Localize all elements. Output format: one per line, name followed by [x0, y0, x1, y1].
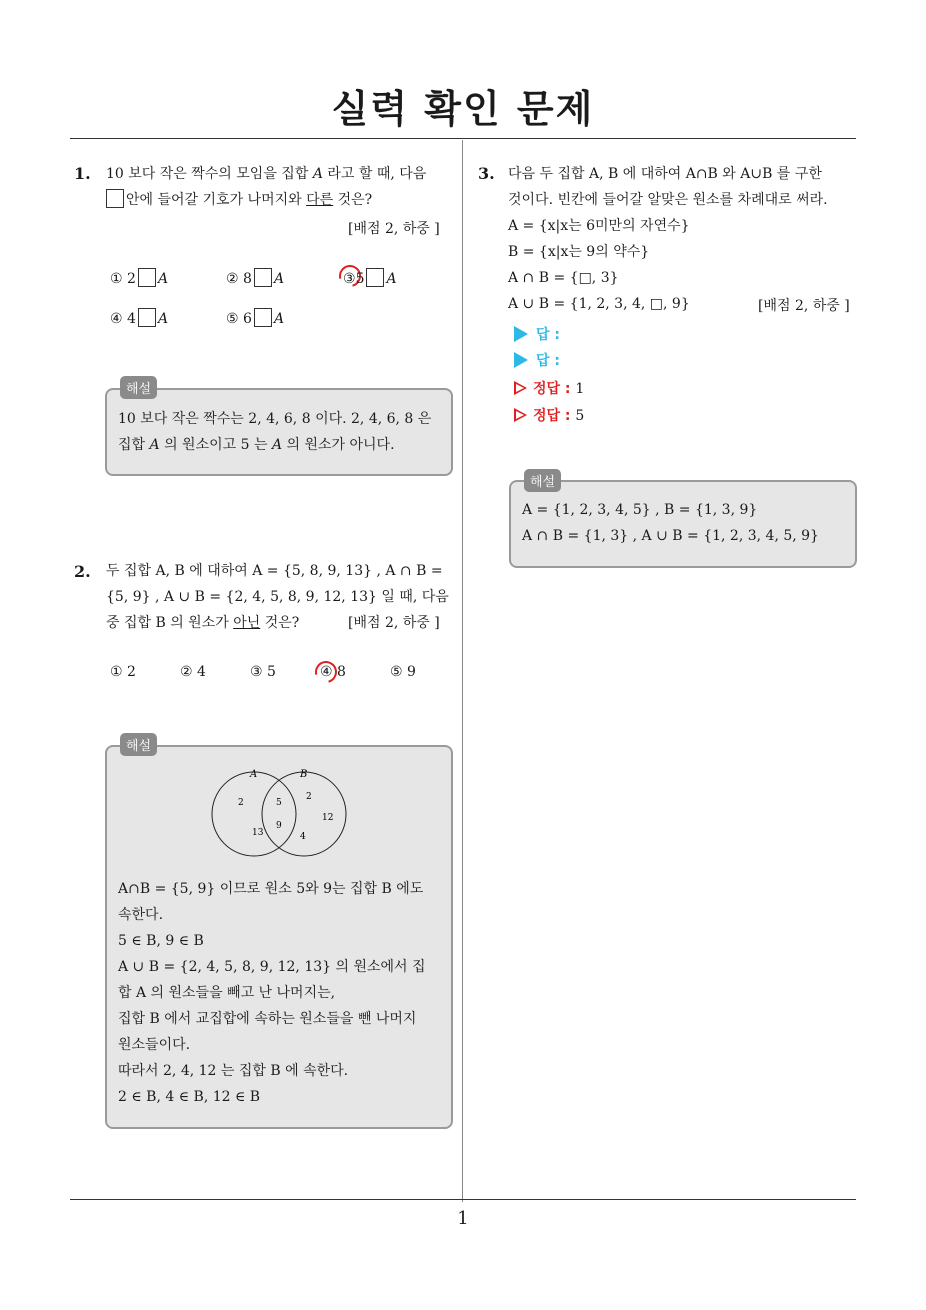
question-1-text: 10 보다 작은 짝수의 모임을 집합 A 라고 할 때, 다음 안에 들어갈 기호가 나머지와 다른 것은? [106, 166, 427, 208]
solution-tag: 해설 [120, 733, 157, 756]
correct-answer-2: 정답 : 5 [514, 405, 584, 425]
question-3-score: [배점 2, 하중 ] [758, 298, 850, 314]
q1-choice-3[interactable]: ③5 A [343, 268, 397, 287]
page-title: 실력 확인 문제 [331, 87, 595, 131]
question-2-number: 2. [74, 562, 91, 581]
correct-arrow-icon [514, 381, 527, 395]
question-2-score: [배점 2, 하중 ] [348, 615, 440, 631]
page-number: 1 [457, 1208, 469, 1229]
question-3-text: 다음 두 집합 A, B 에 대하여 A∩B 와 A∪B 를 구한 것이다. 빈칸에 들어갈 알맞은 원소를 차례대로 써라. A = {x|x는 6미만의 자연수} B = {x|x는 9의 약수} A ∩ B = {□, 3} A ∪ B = {1, 2, 3, 4, □, 9} [508, 166, 828, 312]
venn-value: 13 [252, 828, 264, 838]
column-divider [462, 140, 463, 1202]
venn-value: 5 [276, 798, 282, 808]
question-3-solution-text: A = {1, 2, 3, 4, 5} , B = {1, 3, 9} A ∩ B = {1, 3} , A ∪ B = {1, 2, 3, 4, 5, 9} [522, 502, 819, 544]
q2-choice-3[interactable]: ③ 5 [250, 664, 276, 680]
q1-choice-4[interactable]: ④ 4 A [110, 308, 168, 327]
venn-diagram [200, 762, 360, 862]
q2-choice-2[interactable]: ② 4 [180, 664, 206, 680]
question-1-score: [배점 2, 하중 ] [348, 221, 440, 237]
q2-choice-1[interactable]: ① 2 [110, 664, 136, 680]
q1-choice-1[interactable]: ① 2 A [110, 268, 168, 287]
q1-choice-5[interactable]: ⑤ 6 A [226, 308, 284, 327]
q1-choice-2[interactable]: ② 8 A [226, 268, 284, 287]
answer-arrow-icon [514, 352, 528, 368]
venn-value: 4 [300, 832, 306, 842]
question-1-number: 1. [74, 164, 91, 183]
top-rule [70, 138, 856, 139]
q2-choice-5[interactable]: ⑤ 9 [390, 664, 416, 680]
correct-arrow-icon [514, 408, 527, 422]
solution-tag: 해설 [524, 469, 561, 492]
q2-choice-4[interactable]: ④ 8 [320, 664, 346, 680]
venn-value: 2 [238, 798, 244, 808]
answer-arrow-icon [514, 326, 528, 342]
venn-circle-a [212, 772, 296, 856]
venn-value: 2 [306, 792, 312, 802]
question-2-text: 두 집합 A, B 에 대하여 A = {5, 8, 9, 13} , A ∩ B = {5, 9} , A ∪ B = {2, 4, 5, 8, 9, 12, 13} 일 때, 다음 중 집합 B 의 원소가 아닌 것은? [106, 563, 449, 631]
venn-value: 12 [322, 813, 334, 823]
question-3-number: 3. [478, 164, 495, 183]
answer-field-2[interactable]: 답 : [514, 350, 560, 370]
question-1-solution-text: 10 보다 작은 짝수는 2, 4, 6, 8 이다. 2, 4, 6, 8 은 집합 A 의 원소이고 5 는 A 의 원소가 아니다. [118, 411, 432, 453]
venn-label-b: B [300, 769, 308, 780]
venn-label-a: A [250, 769, 258, 780]
solution-tag: 해설 [120, 376, 157, 399]
correct-answer-1: 정답 : 1 [514, 378, 584, 398]
question-2-solution-text: A∩B = {5, 9} 이므로 원소 5와 9는 집합 B 에도 속한다. 5 ∈ B, 9 ∈ B A ∪ B = {2, 4, 5, 8, 9, 12, 13} 의 원소에서 집 합 A 의 원소들을 빼고 난 나머지는, 집합 B 에서 교집합에 속하는 원소들을 뺀 나머지 원소들이다. 따라서 2, 4, 12 는 집합 B 에 속한다. 2 ∈ B, 4 ∈ B, 12 ∈ B [118, 881, 426, 1105]
venn-value: 9 [276, 821, 282, 831]
bottom-rule [70, 1199, 856, 1200]
answer-field-1[interactable]: 답 : [514, 324, 560, 344]
blank-box [106, 189, 124, 208]
